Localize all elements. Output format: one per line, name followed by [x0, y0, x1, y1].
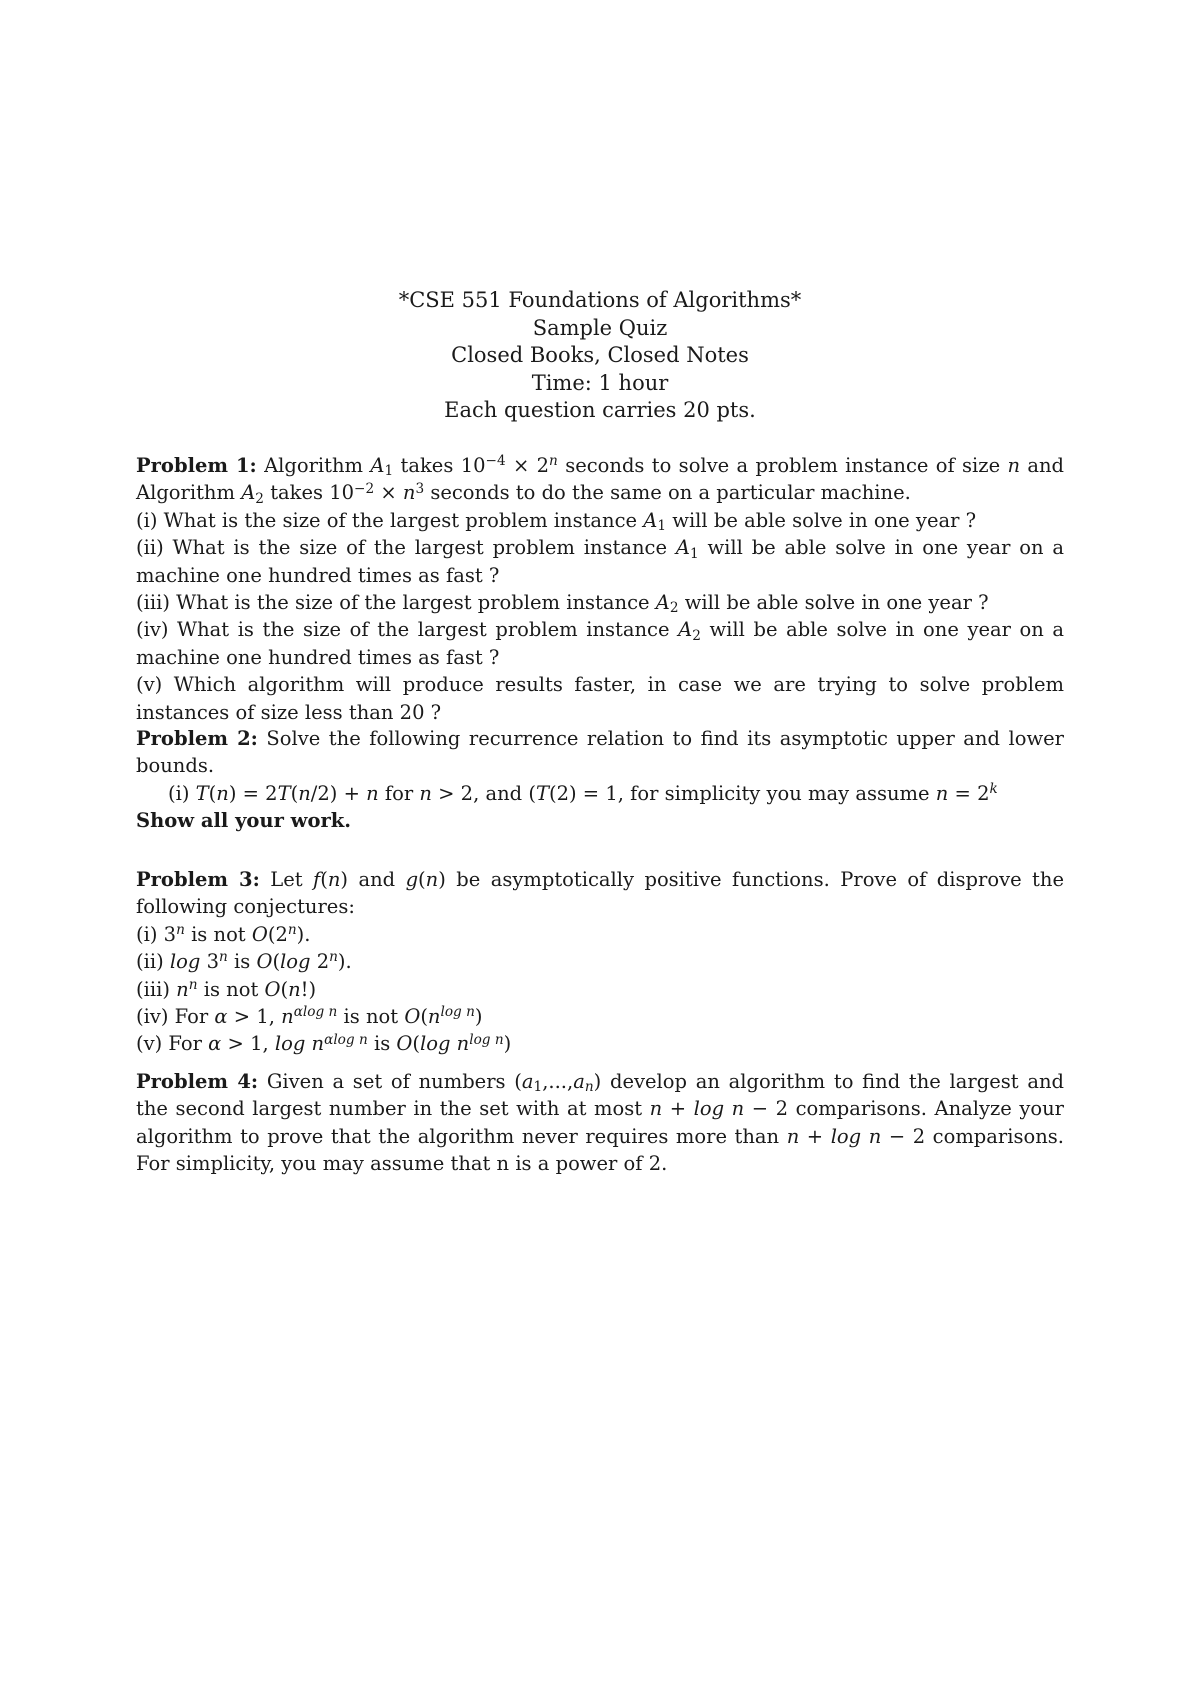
- problem-1-item-ii: (ii) What is the size of the largest problem instance $A_1$ will be able solve in one year on a machine one hundred times as fast ?: [136, 536, 1065, 587]
- problem-3: [136, 866, 1064, 1058]
- problem-3-item-iii: (iii) $n^n$ is not O(n!): [136, 976, 317, 1001]
- problem-3-item-v: (v) For α > 1, $\log n^{\alpha log n}$ is O(log $n^{log n}$): [136, 1031, 512, 1056]
- document-header: [0, 287, 1200, 425]
- exam-rules: Closed Books, Closed Notes: [451, 343, 749, 367]
- quiz-subtitle: Sample Quiz: [532, 315, 668, 340]
- course-title: *CSE 551 Foundations of Algorithms*: [398, 288, 802, 312]
- problem-2-label: Problem 2:: [136, 727, 258, 750]
- problem-1-label: Problem 1:: [136, 454, 257, 477]
- problem-1-item-iv: (iv) What is the size of the largest problem instance $A_2$ will be able solve in one year on a machine one hundred times as fast ?: [136, 618, 1065, 669]
- problem-4-statement: Problem 4: Given a set of numbers $(a_1,...,a_n)$ develop an algorithm to find the largest and the second largest number in the set with at most n + log n − 2 comparisons. Analyze your algorithm to prove that the algorithm never requires more than n + log n − 2 comparisons. For simplicity, you may assume that n is a power of 2.: [136, 1070, 1065, 1176]
- problem-3-item-iv: (iv) For α > 1, $n^{\alpha log n}$ is not $O(n^{log n})$: [136, 1004, 483, 1029]
- problem-3-item-ii: (ii) log 3$^n$ is O(log 2$^n$).: [136, 949, 352, 974]
- problem-1-statement: Problem 1: Algorithm $A_1$ takes $10^{-4} \times 2^n$ seconds to solve a problem instance of size n and Algorithm $A_2$ takes $10^{-2} \times n^3$ seconds to do the same on a particular machine.: [136, 453, 1065, 507]
- problem-1-item-i: (i) What is the size of the largest problem instance $A_1$ will be able solve in one year ?: [136, 508, 977, 535]
- problem-2-footer: Show all your work.: [136, 809, 352, 833]
- problem-1-item-iii: (iii) What is the size of the largest problem instance $A_2$ will be able solve in one year ?: [136, 591, 989, 617]
- problem-3-label: Problem 3:: [136, 868, 260, 891]
- problem-3-statement: Problem 3: Let f(n) and g(n) be asymptotically positive functions. Prove of disprove the following conjectures:: [136, 868, 1064, 919]
- problem-2: [136, 725, 1064, 835]
- problem-2-recurrence: (i) T(n) = 2T(n/2) + n for n > 2, and (T(2) = 1, for simplicity you may assume $n = 2^k$: [168, 781, 998, 805]
- problem-4: [136, 1068, 1064, 1178]
- problem-2-statement: Problem 2: Solve the following recurrence relation to find its asymptotic upper and lower bounds.: [136, 727, 1064, 778]
- time-limit: Time: 1 hour: [531, 370, 669, 395]
- problem-3-item-i: (i) 3$^n$ is not O(2$^n$).: [136, 922, 311, 946]
- problem-4-label: Problem 4:: [136, 1070, 259, 1093]
- problem-1: [136, 452, 1064, 726]
- problem-1-item-v: (v) Which algorithm will produce results faster, in case we are trying to solve problem instances of size less than 20 ?: [136, 673, 1064, 724]
- points-note: Each question carries 20 pts.: [444, 398, 756, 422]
